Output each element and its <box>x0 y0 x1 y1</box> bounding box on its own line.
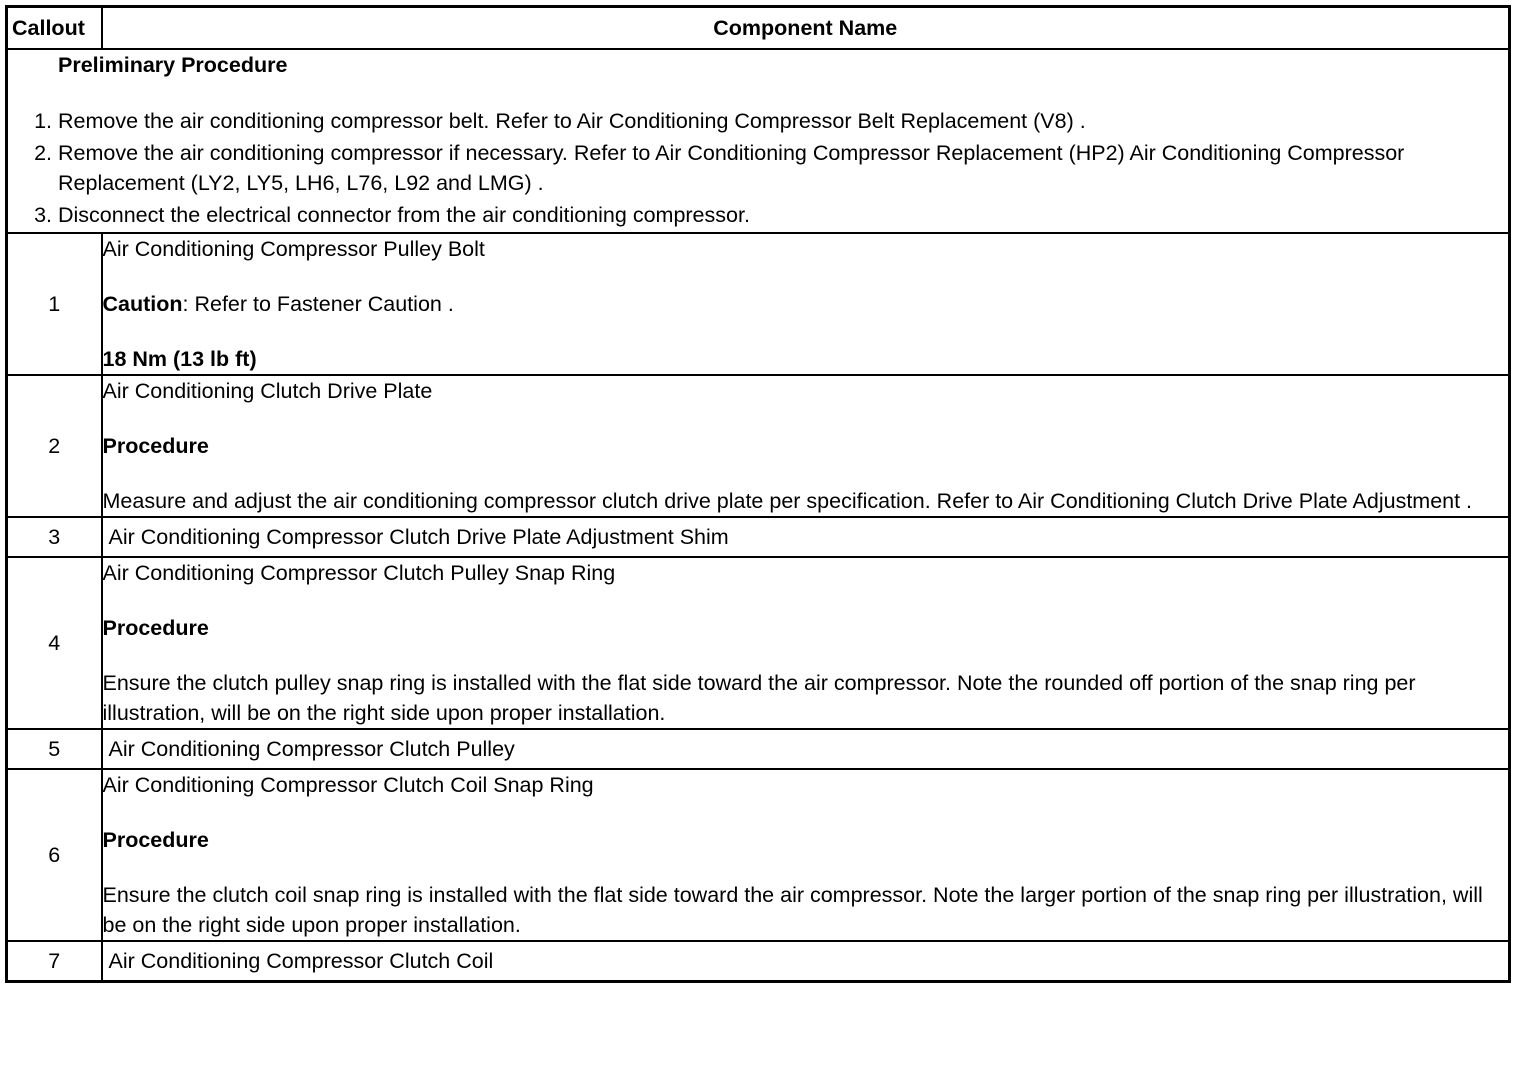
table-row <box>7 233 1510 375</box>
callout-number: 1 <box>7 233 102 375</box>
component-name-column-header: Component Name <box>102 7 1510 50</box>
torque-spec: 18 Nm (13 lb ft) <box>102 347 257 371</box>
step-text: Remove the air conditioning compressor belt. Refer to Air Conditioning Compressor Belt Replacement (V8) . <box>58 109 1086 133</box>
caution-text: : Refer to Fastener Caution . <box>182 292 454 316</box>
procedure-text: Ensure the clutch coil snap ring is installed with the flat side toward the air compressor. Note the larger portion of the snap ring per illustration, will be on the right side upon proper installation. <box>102 883 1483 937</box>
table-row <box>7 557 1510 729</box>
component-name: Air Conditioning Compressor Clutch Pulley Snap Ring <box>102 561 616 585</box>
caution-line <box>103 289 1509 319</box>
procedure-label: Procedure <box>102 616 209 640</box>
component-name-cell <box>102 233 1510 375</box>
component-table-container <box>5 5 1508 983</box>
component-name: Air Conditioning Compressor Clutch Coil Snap Ring <box>102 773 594 797</box>
preliminary-procedure-row <box>7 49 1510 233</box>
callout-number: 6 <box>7 769 102 941</box>
component-table <box>5 5 1511 983</box>
callout-number: 3 <box>7 517 102 557</box>
preliminary-step <box>8 138 1508 198</box>
step-number: 1. <box>34 109 52 133</box>
component-name-cell <box>102 557 1510 729</box>
component-name: Air Conditioning Compressor Clutch Pulley <box>102 729 1510 769</box>
caution-label: Caution <box>102 292 183 316</box>
table-row <box>7 375 1510 517</box>
procedure-label: Procedure <box>102 828 209 852</box>
preliminary-procedure-cell <box>7 49 1510 233</box>
callout-number: 2 <box>7 375 102 517</box>
step-text: Disconnect the electrical connector from the air conditioning compressor. <box>58 203 750 227</box>
procedure-label: Procedure <box>102 434 209 458</box>
step-text: Remove the air conditioning compressor if necessary. Refer to Air Conditioning Compressor Replacement (HP2) Air Conditioning Compressor Replacement (LY2, LY5, LH6, L76, L92 and LMG) . <box>58 141 1405 195</box>
step-number: 3. <box>34 203 52 227</box>
table-row <box>7 729 1510 769</box>
preliminary-procedure-title: Preliminary Procedure <box>58 53 288 77</box>
preliminary-step <box>8 106 1508 136</box>
callout-number: 7 <box>7 941 102 982</box>
component-name: Air Conditioning Compressor Clutch Drive Plate Adjustment Shim <box>102 517 1510 557</box>
component-name-cell <box>102 769 1510 941</box>
callout-number: 5 <box>7 729 102 769</box>
table-row <box>7 769 1510 941</box>
component-name-cell <box>102 375 1510 517</box>
procedure-text: Ensure the clutch pulley snap ring is installed with the flat side toward the air compressor. Note the rounded off portion of the snap ring per illustration, will be on the right side upon proper installation. <box>102 671 1416 725</box>
callout-column-header: Callout <box>7 7 102 50</box>
component-name: Air Conditioning Clutch Drive Plate <box>102 379 433 403</box>
preliminary-step <box>8 200 1508 230</box>
callout-number: 4 <box>7 557 102 729</box>
component-name: Air Conditioning Compressor Pulley Bolt <box>102 237 485 261</box>
table-row <box>7 517 1510 557</box>
component-name: Air Conditioning Compressor Clutch Coil <box>102 941 1510 982</box>
procedure-text: Measure and adjust the air conditioning compressor clutch drive plate per specification. Refer to Air Conditioning Clutch Drive Plate Adjustment . <box>102 489 1473 513</box>
preliminary-steps-list <box>8 106 1508 230</box>
table-header-row <box>7 7 1510 50</box>
step-number: 2. <box>34 141 52 165</box>
table-row <box>7 941 1510 982</box>
